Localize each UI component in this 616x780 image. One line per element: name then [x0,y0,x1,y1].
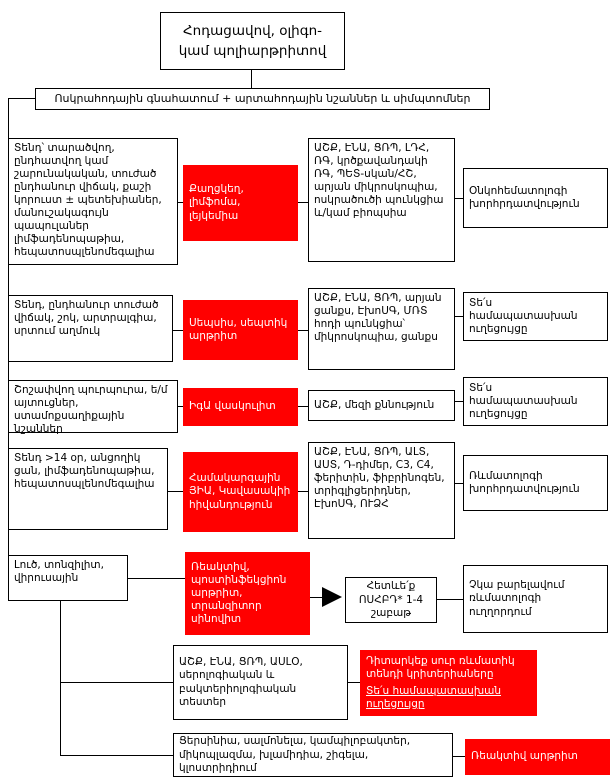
connector-line [348,682,360,683]
symptoms-box-row2: Տենդ, ընդհանուր տուժած վիճակ, շոկ, արտրալգիա, սրտում աղմուկ [8,295,173,362]
tests-box-row1: ԱՇՔ, ԷՆԱ, ՑՌՊ, ԼԴՀ, ՌԳ, կրծքավանդակի ՌԳ, ՊԵՏ-սկան/ՀՇ, արյան միկրոսկոպիա, ոսկրածուծի պունկցիա և/կամ բիոպսիա [308,138,455,262]
diagnosis-box-row5: Ռեակտիվ, պոստինֆեկցիոն արթրիտ, տրանզիտոր սինովիտ [185,552,310,635]
diagnosis-box-row3: ԻգԱ վասկուլիտ [183,388,298,426]
diagnosis-box-row4: Համակարգային ՅԻԱ, Կավասակիի հիվանդություն [183,452,298,532]
diagnosis-box-row7: Ռեակտիվ արթրիտ [465,739,610,775]
symptoms-box-row1: Տենդ՝ տարածվող, ընդհատվող կամ շարունակական, տուժած ընդհանուր վիճակ, քաշի կորուստ ± պետեխիաներ, մանուշակագույն պապուլաներ լիմֆադենոպաթիա, հեպատոսպլենոմեգալիա [8,138,178,265]
action-box-row4: Ռևմատոլոգի խորհրդատվություն [463,455,608,511]
connector-line [298,491,308,492]
connector-line [8,98,35,99]
tests-box-row3: ԱՇՔ, մեզի քննություն [308,390,455,421]
symptoms-box-row4: Տենդ >14 օր, անցողիկ ցան, լիմֆադենոպաթիա, հեպատոսպլենոմեգալիա [8,448,168,530]
connector-line [128,578,185,579]
connector-line [298,406,308,407]
connector-line [453,756,465,757]
title-line-1: Հոդացավով, օլիգո- [182,22,323,39]
title-box [160,12,345,70]
connector-line [168,491,183,492]
action-box-row2: Տե՛ս համապատասխան ուղեցույցը [463,292,608,341]
connector-line [60,601,61,756]
connector-line [60,682,173,683]
tests-box-row6: ԱՇՔ, ԷՆԱ, ՑՌՊ, ԱՍԼՕ, սերոլոգիական և բակտերիոլոգիական տեստեր [173,645,348,720]
organisms-box-row7: Ցերսինիա, սալմոնելա, կամպիլոբակտեր, միկոպլազմա, խլամիդիա, շիգելա, կլոստրիդիում [173,733,453,777]
action-box-row3: Տե՛ս համապատասխան ուղեցույցը [463,377,608,426]
connector-line [310,597,322,598]
connector-line [437,599,463,600]
connector-line [60,755,173,756]
action-row6-guideline-link: Տե՛ս համապատասխան ուղեցույցը [366,684,502,710]
connector-line [251,70,252,88]
action-box-row6 [360,650,537,716]
arrow-right-icon [322,587,342,607]
diagnosis-box-row2: Սեպսիս, սեպտիկ արթրիտ [183,300,298,360]
connector-line [173,330,183,331]
action-row6-criteria: Դիտարկեք սուր ռևմատիկ տենդի կրիտերիաները [366,655,515,681]
connector-line [455,483,463,484]
connector-line [455,316,463,317]
title-line-2: կամ պոլիարթրիտով [178,43,327,59]
tests-box-row2: ԱՇՔ, ԷՆԱ, ՑՌՊ, արյան ցանքս, ԷխոՍԳ, ՄՌՏ հոդի պունկցիա՝ միկրոսկոպիա, ցանքս [308,288,455,370]
connector-line [298,202,308,203]
assessment-box: Ոսկրահոդային գնահատում + արտահոդային նշաններ և սիմպտոմներ [35,88,490,110]
connector-line [298,330,308,331]
connector-line [455,401,463,402]
followup-box-row5: Հետևե՛ք ՈՍՀԲԴ* 1-4 շաբաթ [345,577,437,623]
tests-box-row4: ԱՇՔ, ԷՆԱ, ՑՌՊ, ԱԼՏ, ԱՍՏ, Դ-դիմեր, C3, C4, ֆերիտին, ֆիբրինոգեն, տրիգլիցերիդներ, ԷխոՍԳ, ՈՒՁՀ [308,442,455,539]
action-box-row5: Չկա բարելավում ռևմատոլոգի ուղղորդում [463,565,608,633]
connector-line [455,198,463,199]
symptoms-box-row5: Լուծ, տոնզիլիտ, վիրուսային [8,555,128,601]
symptoms-box-row3: Շոշափվող պուրպուրա, ե/մ այտուցներ, ստամոքսաղիքային նշաններ [8,380,178,433]
action-box-row1: Օնկոհեմատոլոգի խորհրդատվություն [463,168,608,228]
diagnosis-box-row1: Քաղցկեղ, լիմֆոմա, լեյկեմիա [183,165,298,241]
